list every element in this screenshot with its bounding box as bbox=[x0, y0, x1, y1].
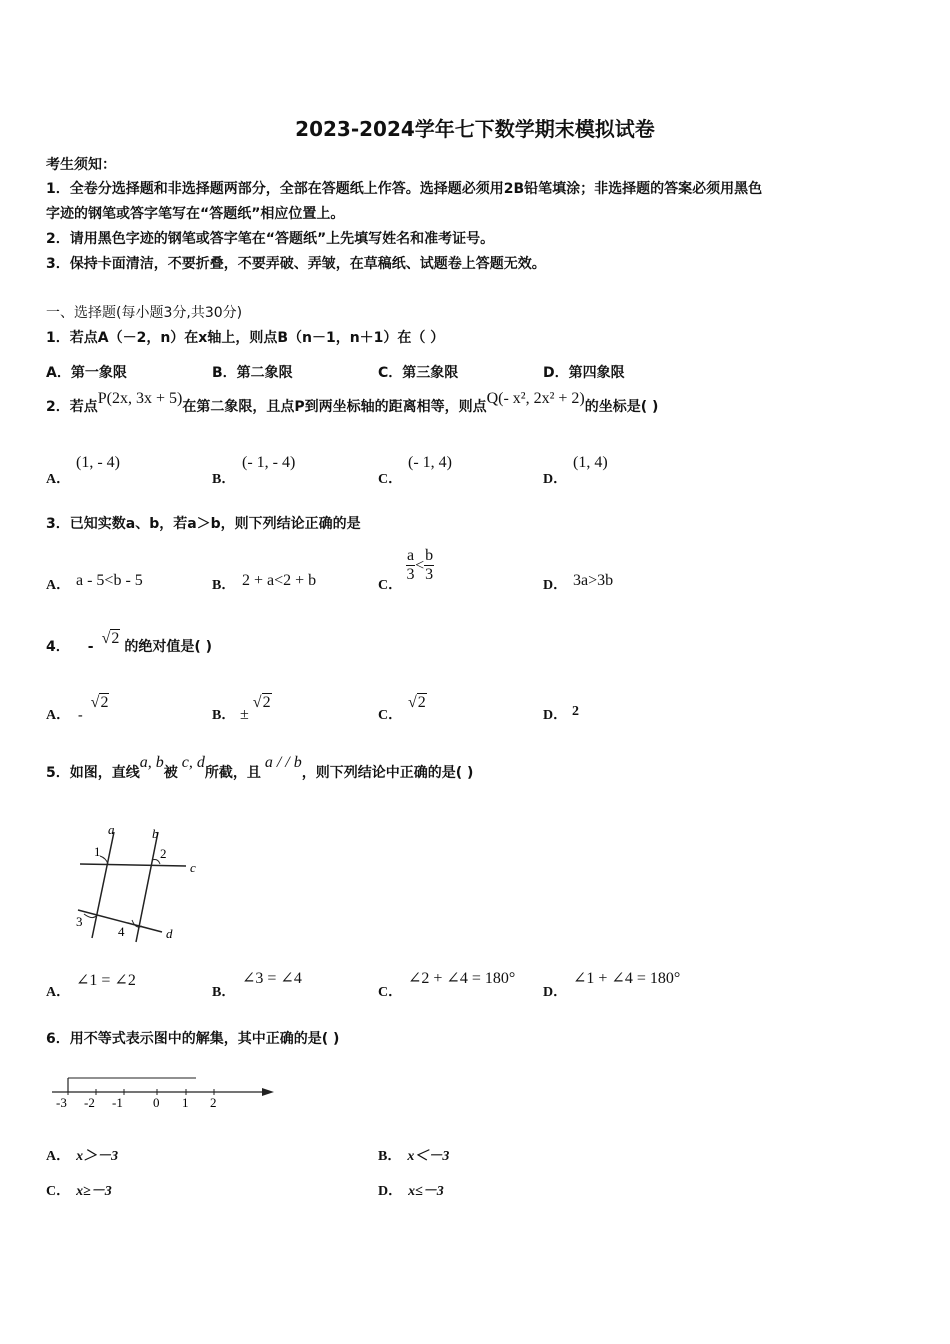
q6-option-b bbox=[378, 1145, 449, 1165]
q2-label-a: A． bbox=[46, 472, 71, 487]
question-5-stem bbox=[46, 754, 474, 782]
q5-label-c: C． bbox=[378, 985, 403, 1000]
label-2: 2 bbox=[160, 846, 167, 861]
numerator: b bbox=[425, 547, 434, 564]
q5-number: 5．如图，直线 bbox=[46, 765, 140, 781]
sqrt-2: √2 bbox=[408, 694, 426, 711]
q6-label-a: A． bbox=[46, 1149, 71, 1164]
q2-option-d: (1, 4) bbox=[573, 454, 608, 471]
q3-label-d: D． bbox=[543, 578, 568, 593]
q3-label-b: B． bbox=[212, 578, 236, 593]
tick-label: 2 bbox=[210, 1095, 217, 1110]
q6-label-d: D． bbox=[378, 1184, 403, 1199]
numerator: a bbox=[407, 547, 415, 564]
q5-text-cut: 所截，且 bbox=[204, 765, 261, 781]
q3-option-d: 3a>3b bbox=[573, 572, 614, 589]
q3-label-c: C． bbox=[378, 578, 403, 593]
q1-option-b: B．第二象限 bbox=[212, 365, 293, 381]
q4-option-d: 2 bbox=[572, 704, 579, 719]
section-heading: 一、选择题(每小题3分,共30分) bbox=[46, 305, 243, 321]
line-c bbox=[80, 864, 186, 866]
q5-label-d: D． bbox=[543, 985, 568, 1000]
tick-label: -1 bbox=[112, 1095, 123, 1110]
q5-label-a: A． bbox=[46, 985, 71, 1000]
q1-option-c: C．第三象限 bbox=[378, 365, 459, 381]
q5-figure bbox=[70, 820, 210, 950]
angle-1-arc bbox=[100, 856, 108, 864]
q6-option-a bbox=[46, 1145, 118, 1165]
notice-item: 3．保持卡面清洁，不要折叠，不要弄破、弄皱，在草稿纸、试题卷上答题无效。 bbox=[46, 256, 546, 272]
label-4: 4 bbox=[118, 924, 125, 939]
negative-sign: - bbox=[78, 708, 83, 723]
label-1: 1 bbox=[94, 844, 101, 859]
q4-label-a: A． bbox=[46, 708, 71, 723]
q6-number-line bbox=[48, 1070, 280, 1114]
axis-arrow-icon bbox=[262, 1088, 274, 1096]
q2-label-c: C． bbox=[378, 472, 403, 487]
q2-option-c: (- 1, 4) bbox=[408, 454, 452, 471]
q5-label-b: B． bbox=[212, 985, 236, 1000]
fraction-b-over-3 bbox=[424, 547, 434, 584]
q4-option-b bbox=[240, 692, 272, 723]
q5-parallel: a / / b bbox=[264, 754, 302, 771]
tick-label: 0 bbox=[153, 1095, 160, 1110]
label-d: d bbox=[166, 926, 173, 941]
q5-option-d: ∠1 + ∠4 = 180° bbox=[573, 970, 681, 987]
notice-item: 2．请用黑色字迹的钢笔或答字笔在“答题纸”上先填写姓名和准考证号。 bbox=[46, 231, 495, 247]
question-3-stem: 3．已知实数a、b，若a＞b，则下列结论正确的是 bbox=[46, 516, 361, 532]
q2-middle: 在第二象限，且点P到两坐标轴的距离相等，则点 bbox=[182, 399, 487, 415]
q2-option-b: (- 1, - 4) bbox=[242, 454, 296, 471]
label-c: c bbox=[190, 860, 196, 875]
tick-label: -3 bbox=[56, 1095, 67, 1110]
q6-label-b: B． bbox=[378, 1149, 402, 1164]
denominator: 3 bbox=[406, 566, 415, 583]
q2-point-q: Q(- x², 2x² + 2) bbox=[486, 390, 585, 407]
q4-option-c bbox=[408, 692, 427, 712]
radicand: 2 bbox=[111, 630, 120, 647]
q2-prefix: 2．若点 bbox=[46, 399, 98, 415]
sqrt-2: √2 bbox=[252, 694, 271, 711]
question-6-stem: 6．用不等式表示图中的解集，其中正确的是( ) bbox=[46, 1031, 340, 1047]
q2-point-p: P(2x, 3x + 5) bbox=[97, 390, 183, 407]
q5-option-a: ∠1 = ∠2 bbox=[76, 972, 136, 989]
q3-option-b: 2 + a<2 + b bbox=[242, 572, 317, 589]
q1-option-a: A．第一象限 bbox=[46, 365, 127, 381]
sqrt-2: √2 bbox=[101, 630, 120, 647]
q4-number: 4． bbox=[46, 639, 70, 655]
label-a: a bbox=[108, 822, 115, 837]
q4-negative-sign: - bbox=[87, 639, 94, 655]
q3-label-a: A． bbox=[46, 578, 71, 593]
question-1-stem: 1．若点A（－2，n）在x轴上，则点B（n－1，n＋1）在（ ） bbox=[46, 330, 445, 346]
tick-label: 1 bbox=[182, 1095, 189, 1110]
less-than-sign: < bbox=[415, 557, 425, 574]
question-4-stem bbox=[46, 630, 213, 656]
notice-heading: 考生须知： bbox=[46, 157, 116, 173]
plus-minus-sign: ± bbox=[240, 706, 249, 723]
q5-option-b: ∠3 = ∠4 bbox=[242, 970, 302, 987]
notice-item: 1．全卷分选择题和非选择题两部分，全部在答题纸上作答。选择题必须用2B铅笔填涂；非选择题的答案必须用黑色 bbox=[46, 181, 763, 197]
q5-lines-cd: c, d bbox=[181, 754, 205, 771]
q6-option-a-text: x＞－3 bbox=[76, 1149, 119, 1164]
sqrt-2: √2 bbox=[90, 694, 109, 711]
q6-label-c: C． bbox=[46, 1184, 71, 1199]
question-2-stem bbox=[46, 390, 659, 416]
angle-2-arc bbox=[152, 860, 160, 865]
q4-label-b: B． bbox=[212, 708, 236, 723]
notice-item: 字迹的钢笔或答字笔写在“答题纸”相应位置上。 bbox=[46, 206, 345, 222]
q4-label-d: D． bbox=[543, 708, 568, 723]
fraction-a-over-3 bbox=[406, 547, 415, 584]
q5-suffix: ，则下列结论中正确的是( ) bbox=[301, 765, 474, 781]
page-title: 2023-2024学年七下数学期末模拟试卷 bbox=[295, 117, 655, 141]
q6-option-d-text: x≤－3 bbox=[408, 1184, 444, 1199]
q6-option-c bbox=[46, 1180, 112, 1200]
q2-label-b: B． bbox=[212, 472, 236, 487]
label-3: 3 bbox=[76, 914, 83, 929]
line-b bbox=[136, 832, 158, 942]
radicand: 2 bbox=[417, 694, 426, 711]
q5-lines-ab: a, b bbox=[139, 754, 164, 771]
q5-text-bei: 被 bbox=[163, 765, 178, 781]
q5-option-c: ∠2 + ∠4 = 180° bbox=[408, 970, 516, 987]
q4-suffix: 的绝对值是( ) bbox=[124, 639, 213, 655]
tick-label: -2 bbox=[84, 1095, 95, 1110]
q3-option-c bbox=[406, 547, 434, 584]
denominator: 3 bbox=[425, 566, 434, 583]
q6-option-b-text: x＜－3 bbox=[407, 1149, 450, 1164]
q2-suffix: 的坐标是( ) bbox=[584, 399, 659, 415]
q1-option-d: D．第四象限 bbox=[543, 365, 625, 381]
q4-label-c: C． bbox=[378, 708, 403, 723]
q6-option-d bbox=[378, 1180, 444, 1200]
q2-label-d: D． bbox=[543, 472, 568, 487]
q2-option-a: (1, - 4) bbox=[76, 454, 120, 471]
radicand: 2 bbox=[100, 694, 109, 711]
radicand: 2 bbox=[262, 694, 271, 711]
q3-option-a: a - 5<b - 5 bbox=[76, 572, 143, 589]
q6-option-c-text: x≥－3 bbox=[76, 1184, 112, 1199]
label-b: b bbox=[152, 826, 159, 841]
q4-option-a bbox=[78, 692, 109, 723]
